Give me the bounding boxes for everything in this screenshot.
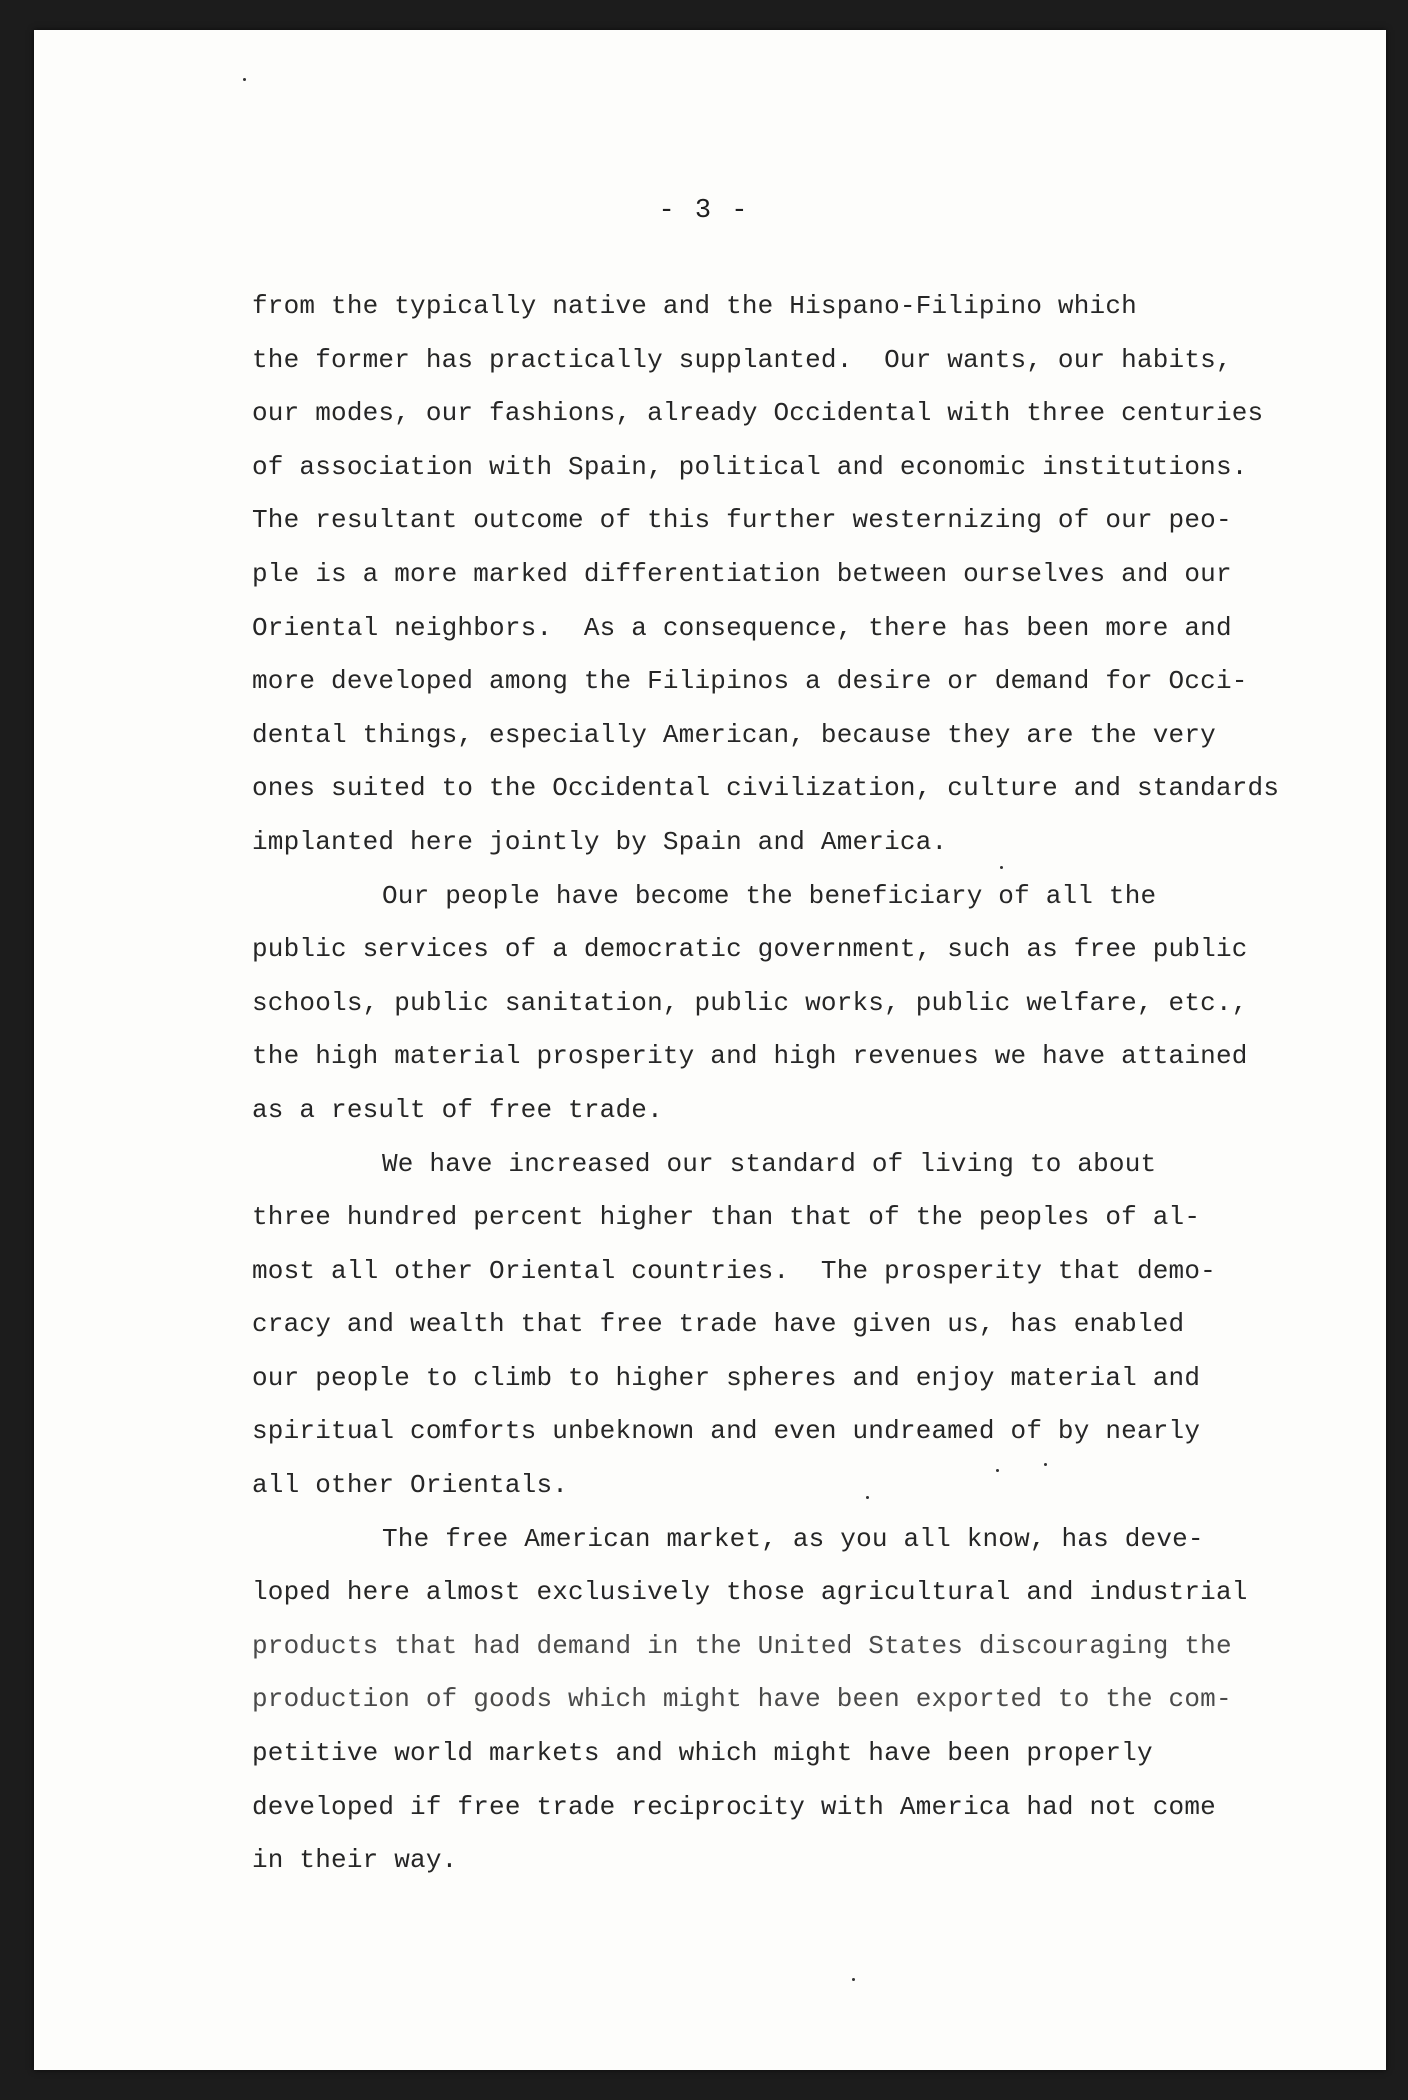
text-line: the high material prosperity and high revenues we have attained xyxy=(252,1041,1248,1072)
text-line: Our people have become the beneficiary of all the xyxy=(382,880,1157,911)
text-line: our modes, our fashions, already Occidental with three centuries xyxy=(252,398,1264,429)
scan-speck xyxy=(1044,1463,1047,1466)
text-line: the former has practically supplanted. Our wants, our habits, xyxy=(252,344,1232,375)
text-line: implanted here jointly by Spain and America. xyxy=(252,826,948,857)
text-line: spiritual comforts unbeknown and even undreamed of by nearly xyxy=(252,1416,1201,1447)
paragraph xyxy=(252,280,1292,870)
text-line: cracy and wealth that free trade have given us, has enabled xyxy=(252,1309,1185,1340)
text-line: loped here almost exclusively those agricultural and industrial xyxy=(252,1577,1248,1608)
scan-speck xyxy=(243,78,246,81)
scan-speck xyxy=(996,1469,999,1472)
text-line: all other Orientals. xyxy=(252,1470,569,1501)
text-line: most all other Oriental countries. The prosperity that demo- xyxy=(252,1255,1216,1286)
document-body xyxy=(252,280,1292,1888)
paragraph xyxy=(252,1138,1292,1513)
text-line: more developed among the Filipinos a desire or demand for Occi- xyxy=(252,666,1248,697)
text-line: ple is a more marked differentiation between ourselves and our xyxy=(252,558,1232,589)
text-line: dental things, especially American, because they are the very xyxy=(252,719,1216,750)
text-line: our people to climb to higher spheres and enjoy material and xyxy=(252,1362,1201,1393)
text-line: in their way. xyxy=(252,1845,458,1876)
scan-speck xyxy=(1000,866,1003,869)
text-line: products that had demand in the United States discouraging the xyxy=(252,1630,1232,1661)
text-line: developed if free trade reciprocity with America had not come xyxy=(252,1791,1216,1822)
text-line: The resultant outcome of this further westernizing of our peo- xyxy=(252,505,1232,536)
text-line: of association with Spain, political and economic institutions. xyxy=(252,451,1248,482)
paragraph xyxy=(252,870,1292,1138)
text-line: ones suited to the Occidental civilization, culture and standards xyxy=(252,773,1280,804)
text-line: from the typically native and the Hispano-Filipino which xyxy=(252,291,1137,321)
scan-speck xyxy=(866,1496,869,1499)
text-line: production of goods which might have been exported to the com- xyxy=(252,1684,1232,1715)
page-number: - 3 - xyxy=(658,196,750,226)
text-line: as a result of free trade. xyxy=(252,1094,663,1125)
text-line: schools, public sanitation, public works, public welfare, etc., xyxy=(252,987,1248,1018)
scan-speck xyxy=(852,1978,855,1981)
text-line: Oriental neighbors. As a consequence, there has been more and xyxy=(252,612,1232,643)
text-line: petitive world markets and which might have been properly xyxy=(252,1738,1153,1769)
text-line: public services of a democratic government, such as free public xyxy=(252,934,1248,965)
text-line: three hundred percent higher than that of the peoples of al- xyxy=(252,1202,1201,1233)
text-line: The free American market, as you all know, has deve- xyxy=(382,1523,1204,1554)
text-line: We have increased our standard of living to about xyxy=(382,1148,1157,1179)
paragraph xyxy=(252,1513,1292,1888)
